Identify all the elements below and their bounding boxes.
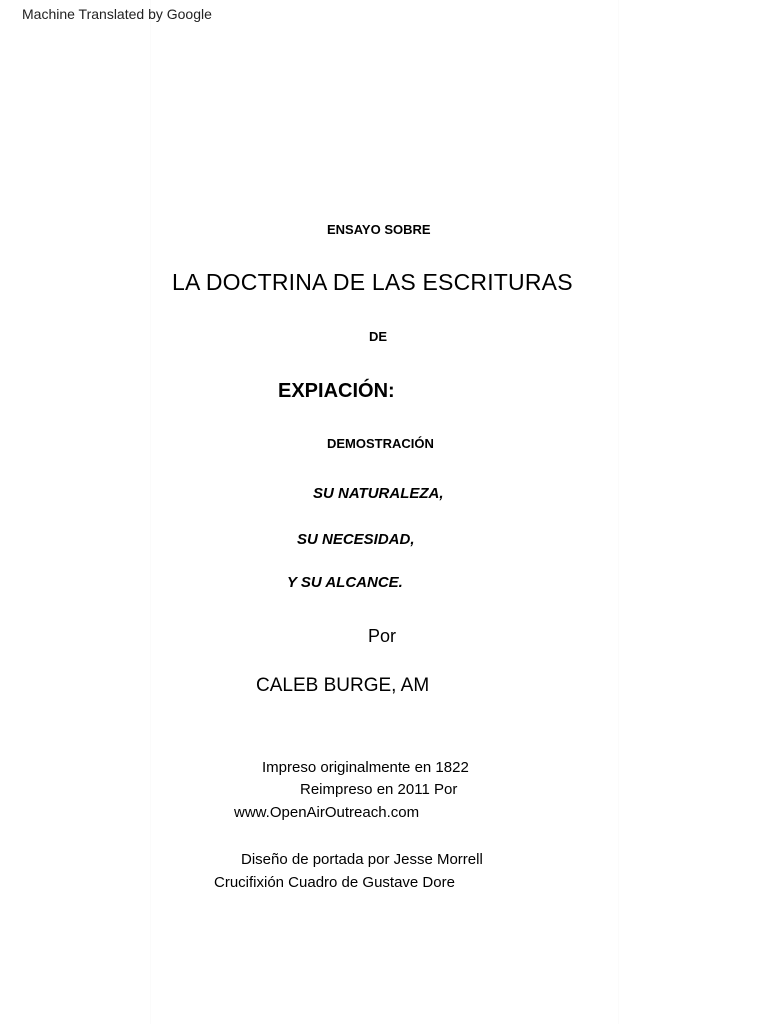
publisher-website: www.OpenAirOutreach.com: [234, 804, 420, 821]
subject-heading: EXPIACIÓN:: [278, 380, 395, 402]
reprint-line: Reimpreso en 2011 Por: [300, 781, 458, 798]
by-label: Por: [368, 626, 397, 646]
title-connector: DE: [369, 329, 388, 344]
pretitle: ENSAYO SOBRE: [327, 222, 431, 237]
original-print-line: Impreso originalmente en 1822: [262, 759, 469, 776]
page-title: LA DOCTRINA DE LAS ESCRITURAS: [172, 269, 573, 295]
cover-design-credit: Diseño de portada por Jesse Morrell: [241, 851, 483, 868]
machine-translation-banner: Machine Translated by Google: [22, 6, 212, 22]
demonstration-label: DEMOSTRACIÓN: [327, 436, 434, 451]
page-shade-right: [618, 0, 619, 1024]
page-shade-left: [150, 0, 151, 1024]
author-name: CALEB BURGE, AM: [256, 675, 430, 696]
point-nature: SU NATURALEZA,: [313, 485, 444, 502]
painting-credit: Crucifixión Cuadro de Gustave Dore: [214, 874, 455, 891]
point-necessity: SU NECESIDAD,: [297, 531, 415, 548]
point-extent: Y SU ALCANCE.: [287, 574, 403, 591]
